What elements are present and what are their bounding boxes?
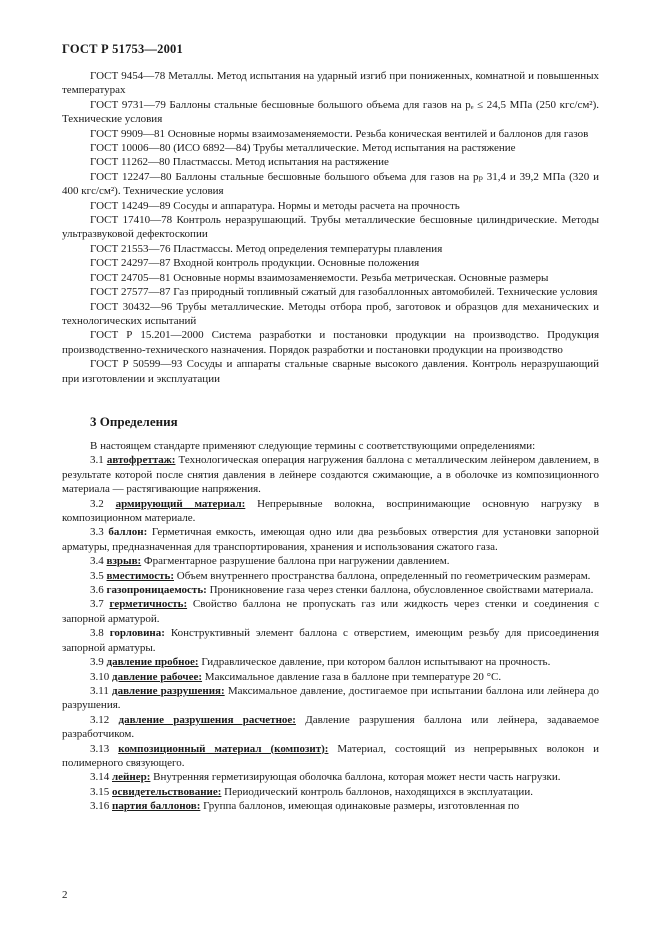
definition-term: освидетельствование:: [112, 785, 222, 798]
reference-item: ГОСТ 27577—87 Газ природный топливный сжатый для газобаллонных автомобилей. Технические условия: [90, 286, 598, 299]
definition-item: [62, 670, 599, 684]
definition-text: Фрагментарное разрушение баллона при нагружении давлением.: [143, 555, 450, 568]
definition-number: 3.12: [90, 713, 110, 726]
definition-item: [62, 597, 599, 626]
definition-number: 3.10: [90, 670, 110, 683]
definition-term: взрыв:: [106, 555, 142, 568]
definition-text: Объем внутреннего пространства баллона, определенный по геометрическим размерам.: [176, 569, 591, 582]
definition-text: Конструктивный элемент баллона с отверстием, имеющим резьбу для присоединения запорной арматуры.: [62, 627, 600, 654]
reference-item: ГОСТ 9731—79 Баллоны стальные бесшовные большого объема для газов на pₑ ≤ 24,5 МПа (250 кгс/см²). Технические условия: [62, 98, 599, 126]
definition-item: [62, 785, 599, 799]
reference-item: ГОСТ 21553—76 Пластмассы. Метод определения температуры плавления: [90, 242, 443, 255]
definition-term: герметичность:: [109, 598, 188, 611]
definitions-container: [62, 453, 599, 813]
reference-item: ГОСТ 24297—87 Входной контроль продукции. Основные положения: [90, 257, 420, 270]
definition-text: Группа баллонов, имеющая одинаковые размеры, изготовленная по: [203, 800, 520, 813]
definition-text: Непрерывные волокна, воспринимающие основную нагрузку в композиционном материале.: [62, 497, 600, 525]
definition-text: Проникновение газа через стенки баллона, обусловленное свойствами материала.: [209, 584, 594, 597]
section-heading: 3 Определения: [90, 414, 178, 429]
definition-text: Материал, состоящий из непрерывных волокон и полимерного связующего.: [62, 742, 599, 769]
definition-term: автофреттаж:: [106, 454, 176, 467]
page-header: ГОСТ Р 51753—2001: [62, 42, 183, 56]
reference-item: ГОСТ 10006—80 (ИСО 6892—84) Трубы металлические. Метод испытания на растяжение: [90, 142, 516, 155]
definition-item: [62, 583, 599, 597]
definition-number: 3.11: [90, 684, 109, 697]
definition-term: лейнер:: [112, 771, 151, 784]
reference-item: ГОСТ 14249—89 Сосуды и аппаратура. Нормы и методы расчета на прочность: [90, 199, 460, 212]
reference-item: ГОСТ 30432—96 Трубы металлические. Методы отбора проб, заготовок и образцов для механических и технологических испытаний: [62, 300, 599, 327]
reference-item: ГОСТ 11262—80 Пластмассы. Метод испытания на растяжение: [90, 156, 389, 169]
definition-item: [62, 525, 599, 554]
definition-term: давление пробное:: [106, 656, 199, 669]
definition-text: Максимальное давление, достигаемое при испытании баллона или лейнера до разрушения.: [62, 684, 599, 712]
reference-item: ГОСТ 24705—81 Основные нормы взаимозаменяемости. Резьба метрическая. Основные размеры: [90, 271, 549, 284]
reference-item: ГОСТ Р 50599—93 Сосуды и аппараты стальные сварные высокого давления. Контроль неразрушающий при изготовлении и эксплуатации: [62, 358, 599, 385]
definition-term: вместимость:: [106, 569, 174, 582]
definition-number: 3.1: [90, 454, 104, 467]
reference-item: ГОСТ 12247—80 Баллоны стальные бесшовные большого объема для газов на pₚ 31,4 и 39,2 МПа (320 и 400 кгс/см²). Технические условия: [62, 170, 599, 198]
definition-term: давление рабочее:: [112, 670, 203, 683]
definition-item: [62, 569, 599, 583]
definition-term: баллон:: [108, 526, 148, 539]
reference-item: ГОСТ 17410—78 Контроль неразрушающий. Трубы металлические бесшовные цилиндрические. Методы ультразвуковой дефектоскопии: [62, 214, 599, 241]
definition-term: давление разрушения:: [112, 684, 225, 697]
definition-number: 3.8: [90, 627, 104, 640]
definition-number: 3.4: [90, 555, 104, 568]
reference-item: ГОСТ Р 15.201—2000 Система разработки и постановки продукции на производство. Продукция производственно-технического назначения. Порядок разработки и постановки продукции на производство: [62, 329, 599, 356]
definition-item: [62, 497, 599, 526]
definition-term: горловина:: [109, 627, 165, 640]
definition-number: 3.7: [90, 598, 104, 611]
definition-item: [62, 742, 599, 771]
definition-number: 3.16: [90, 800, 110, 813]
definition-text: Давление разрушения баллона или лейнера, задаваемое разработчиком.: [62, 713, 600, 741]
normative-references: [62, 69, 599, 386]
definition-text: Периодический контроль баллонов, находящихся в эксплуатации.: [224, 785, 533, 798]
definition-term: композиционный материал (композит):: [118, 742, 329, 755]
definition-term: армирующий материал:: [115, 497, 246, 510]
definition-item: [62, 684, 599, 713]
reference-item: ГОСТ 9454—78 Металлы. Метод испытания на ударный изгиб при пониженных, комнатной и повышенных температурах: [62, 70, 599, 97]
definition-text: Максимальное давление газа в баллоне при температуре 20 °С.: [204, 670, 502, 683]
reference-item: ГОСТ 9909—81 Основные нормы взаимозаменяемости. Резьба коническая вентилей и баллонов для газов: [90, 127, 589, 140]
definition-text: Гидравлическое давление, при котором баллон испытывают на прочность.: [201, 656, 551, 669]
definition-number: 3.14: [90, 771, 110, 784]
definition-number: 3.6: [90, 584, 104, 597]
section-intro: В настоящем стандарте применяют следующие термины с соответствующими определениями:: [90, 440, 536, 452]
definition-text: Внутренняя герметизирующая оболочка баллона, которая может нести часть нагрузки.: [153, 771, 561, 784]
definition-item: [62, 713, 599, 742]
definition-term: давление разрушения расчетное:: [118, 713, 296, 726]
definition-number: 3.13: [90, 742, 110, 755]
definition-text: Герметичная емкость, имеющая одно или два резьбовых отверстия для установки запорной арматуры, предназначенная для транспортирования, хранения и использования сжатого газа.: [62, 526, 599, 553]
definitions-list: [62, 439, 599, 814]
definition-item: [62, 554, 599, 568]
definition-item: [62, 799, 599, 813]
definition-number: 3.15: [90, 785, 110, 798]
page-number: 2: [62, 889, 68, 901]
definition-text: Технологическая операция нагружения баллона с металлическим лейнером давлением, в результате которой после снятия давления в лейнере создаются сжимающие, а в оболочке из композиционного материала — растягивающие напряжения.: [62, 454, 599, 496]
definition-item: [62, 453, 599, 496]
definition-text: Свойство баллона не пропускать газ или жидкость через стенки и соединения с запорной арматурой.: [62, 598, 599, 625]
definition-term: газопроницаемость:: [106, 584, 207, 597]
definition-number: 3.9: [90, 656, 104, 669]
definition-item: [62, 655, 599, 669]
definition-item: [62, 770, 599, 784]
definition-number: 3.3: [90, 526, 104, 539]
definition-item: [62, 626, 599, 655]
definition-term: партия баллонов:: [112, 800, 201, 813]
definition-number: 3.2: [90, 497, 104, 510]
definition-number: 3.5: [90, 569, 104, 582]
